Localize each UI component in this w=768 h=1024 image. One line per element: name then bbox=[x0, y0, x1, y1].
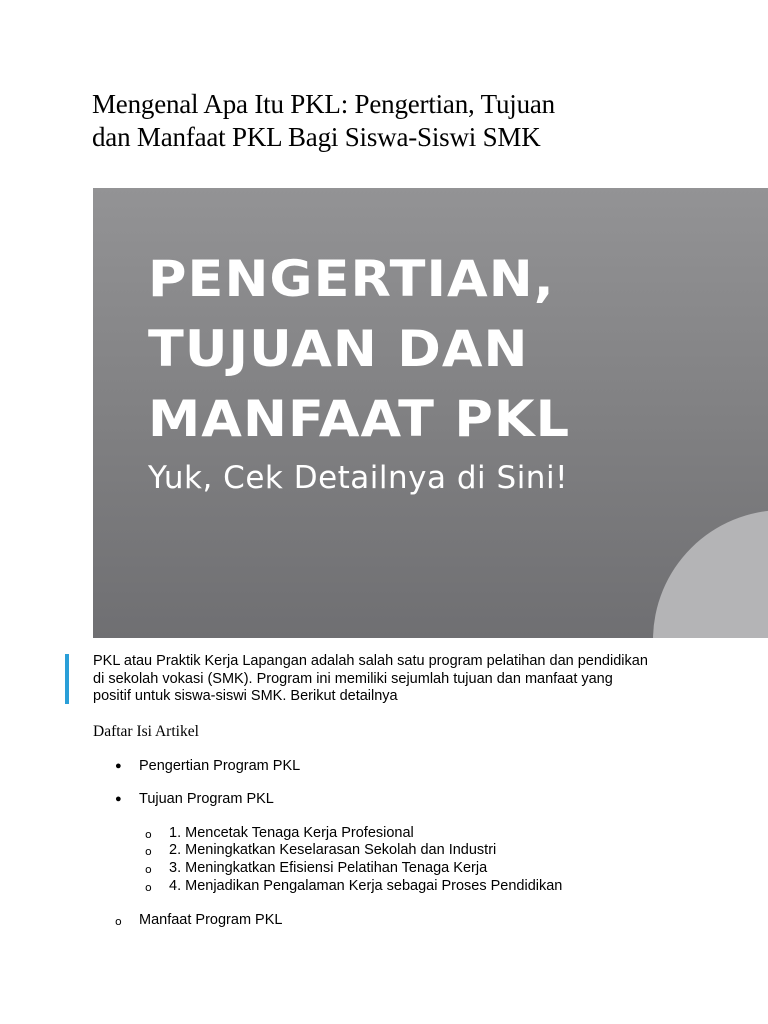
article-title bbox=[92, 88, 692, 154]
toc-subitem-1[interactable] bbox=[145, 825, 414, 841]
hero-headline bbox=[148, 244, 768, 454]
bullet-icon: ● bbox=[115, 793, 122, 805]
toc-item-label[interactable]: Manfaat Program PKL bbox=[139, 912, 283, 928]
toc-item-tujuan[interactable] bbox=[115, 791, 274, 807]
hero-decorative-circle bbox=[653, 510, 768, 638]
bullet-icon: ● bbox=[115, 760, 122, 772]
intro-paragraph: PKL atau Praktik Kerja Lapangan adalah salah satu program pelatihan dan pendidikan di sekolah vokasi (SMK). Program ini memiliki sejumlah tujuan dan manfaat yang positif untuk siswa-siswi SMK. Berikut detailnya bbox=[93, 653, 648, 704]
circle-bullet-icon: o bbox=[115, 915, 122, 928]
toc-subitem-label[interactable]: 4. Menjadikan Pengalaman Kerja sebagai Proses Pendidikan bbox=[169, 878, 563, 894]
article-title-line-1: Mengenal Apa Itu PKL: Pengertian, Tujuan bbox=[92, 89, 555, 119]
hero-headline-line-1: PENGERTIAN, bbox=[148, 250, 555, 308]
toc-subitem-label[interactable]: 3. Meningkatkan Efisiensi Pelatihan Tenaga Kerja bbox=[169, 860, 488, 876]
toc-item-pengertian[interactable] bbox=[115, 758, 301, 774]
toc-item-label[interactable]: Pengertian Program PKL bbox=[139, 758, 301, 774]
circle-bullet-icon: o bbox=[145, 863, 152, 876]
toc-item-manfaat[interactable] bbox=[115, 912, 283, 928]
hero-subtitle: Yuk, Cek Detailnya di Sini! bbox=[148, 460, 568, 496]
circle-bullet-icon: o bbox=[145, 881, 152, 894]
circle-bullet-icon: o bbox=[145, 828, 152, 841]
toc-subitem-4[interactable] bbox=[145, 878, 563, 894]
circle-bullet-icon: o bbox=[145, 845, 152, 858]
hero-headline-line-2: TUJUAN DAN bbox=[148, 320, 529, 378]
intro-quote-bar bbox=[65, 654, 69, 704]
toc-item-label[interactable]: Tujuan Program PKL bbox=[139, 791, 274, 807]
hero-image bbox=[93, 188, 768, 638]
toc-subitem-label[interactable]: 1. Mencetak Tenaga Kerja Profesional bbox=[169, 825, 414, 841]
toc-subitem-2[interactable] bbox=[145, 842, 497, 858]
toc-subitem-3[interactable] bbox=[145, 860, 488, 876]
toc-subitem-label[interactable]: 2. Meningkatkan Keselarasan Sekolah dan Industri bbox=[169, 842, 497, 858]
toc-heading: Daftar Isi Artikel bbox=[93, 723, 199, 740]
hero-headline-line-3: MANFAAT PKL bbox=[148, 390, 571, 448]
article-title-line-2: dan Manfaat PKL Bagi Siswa-Siswi SMK bbox=[92, 122, 541, 152]
